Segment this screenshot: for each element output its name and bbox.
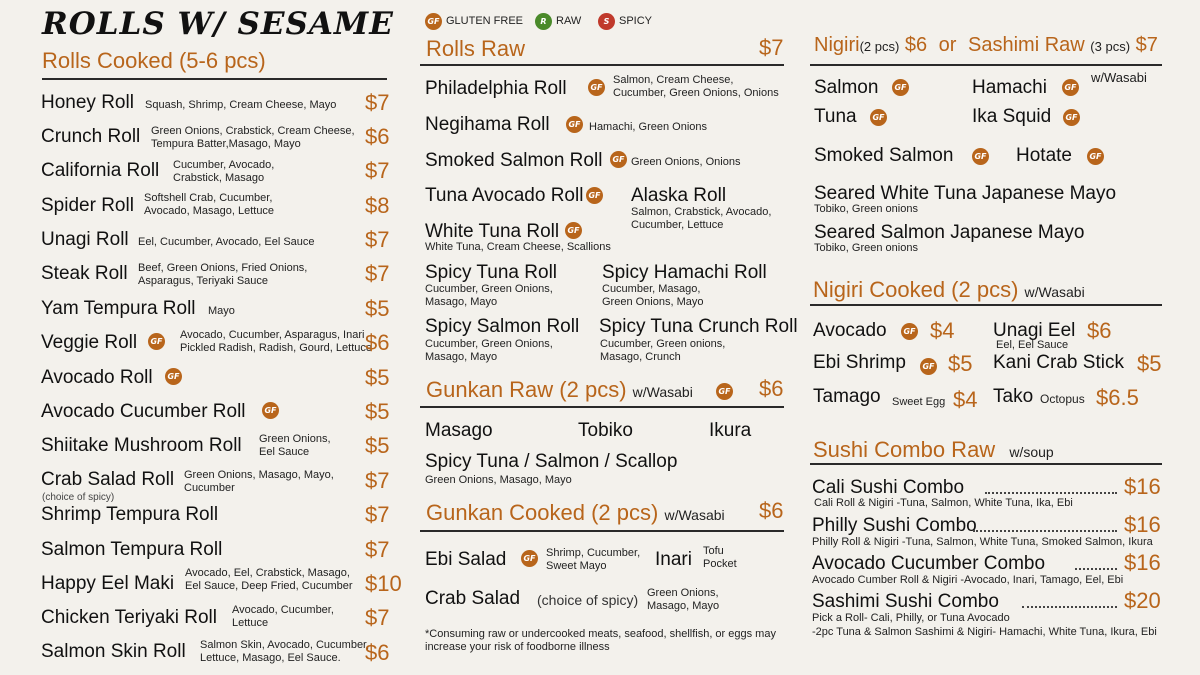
- item-name: Spicy Tuna Crunch Roll: [599, 316, 798, 337]
- item-desc: Cali Roll & Nigiri -Tuna, Salmon, White Tuna, Ika, Ebi: [814, 497, 1073, 509]
- item-price: $7: [365, 227, 390, 252]
- dot-leader: [985, 492, 1117, 494]
- item-desc: Eel Sauce, Deep Fried, Cucumber: [185, 580, 353, 592]
- section-title-gunkan-cooked: Gunkan Cooked (2 pcs) w/Wasabi: [426, 500, 725, 525]
- item-desc: Cucumber, Green onions,: [600, 338, 726, 350]
- gluten-free-icon: GF: [148, 333, 165, 350]
- item-price: $6.5: [1096, 385, 1139, 410]
- disclaimer: increase your risk of foodborne illness: [425, 641, 610, 653]
- gluten-free-icon: GF: [920, 358, 937, 375]
- disclaimer: *Consuming raw or undercooked meats, seafood, shellfish, or eggs may: [425, 628, 776, 640]
- item-note: (choice of spicy): [537, 592, 639, 608]
- item-desc: Cucumber, Avocado,: [173, 159, 275, 171]
- item-name: Ikura: [709, 420, 752, 441]
- item-name: Spicy Tuna / Salmon / Scallop: [425, 451, 678, 472]
- item-name: Spider Roll: [41, 195, 134, 216]
- item-price: $4: [930, 318, 955, 343]
- item-price: $7: [365, 468, 390, 493]
- item-desc: Softshell Crab, Cucumber,: [144, 192, 273, 204]
- item-name: Honey Roll: [41, 92, 134, 113]
- divider: [42, 78, 387, 80]
- item-price: $7: [365, 502, 390, 527]
- item-price: $16: [1124, 474, 1161, 499]
- item-price: $16: [1124, 512, 1161, 537]
- item-name: Alaska Roll: [631, 185, 727, 206]
- item-desc: Salmon, Cream Cheese,: [613, 74, 734, 86]
- item-price: $7: [365, 158, 390, 183]
- gluten-free-icon: GF: [425, 13, 442, 30]
- item-desc: Green Onions,: [647, 587, 719, 599]
- section-price: $6: [759, 376, 784, 401]
- item-name: Tobiko: [578, 420, 633, 441]
- item-name: Sashimi Sushi Combo: [812, 591, 999, 612]
- item-name: Spicy Hamachi Roll: [602, 262, 767, 283]
- item-desc: Cucumber, Green Onions,: [425, 283, 553, 295]
- divider: [810, 64, 1162, 66]
- dot-leader: [973, 530, 1117, 532]
- wasabi-note: w/Wasabi: [1091, 70, 1147, 85]
- divider: [420, 64, 784, 66]
- item-name: Negihama Roll: [425, 114, 550, 135]
- dot-leader: [1075, 568, 1117, 570]
- gluten-free-icon: GF: [870, 109, 887, 126]
- item-desc: Mayo: [208, 305, 235, 317]
- item-desc: Cucumber: [184, 482, 235, 494]
- item-desc: Green Onions, Mayo: [602, 296, 704, 308]
- item-price: $10: [365, 571, 402, 596]
- item-desc: Avocado, Eel, Crabstick, Masago,: [185, 567, 350, 579]
- item-name: Spicy Tuna Roll: [425, 262, 558, 283]
- item-name: Happy Eel Maki: [41, 573, 175, 594]
- item-price: $5: [1137, 351, 1162, 376]
- item-name: White Tuna Roll: [425, 221, 560, 242]
- item-desc: Avocado, Masago, Lettuce: [144, 205, 275, 217]
- item-name: Spicy Salmon Roll: [425, 316, 580, 337]
- divider: [420, 530, 784, 532]
- item-price: $6: [365, 124, 390, 149]
- item-name: Seared White Tuna Japanese Mayo: [814, 183, 1117, 204]
- item-desc: Cucumber, Green Onions,: [425, 338, 553, 350]
- item-note: (choice of spicy): [42, 492, 115, 503]
- item-name: Hotate: [1016, 145, 1072, 166]
- item-price: $6: [365, 330, 390, 355]
- item-desc: Green Onions, Masago, Mayo,: [184, 469, 334, 481]
- item-price: $5: [365, 365, 390, 390]
- item-price: $7: [365, 90, 390, 115]
- item-price: $5: [948, 351, 973, 376]
- item-desc: Avocado Cumber Roll & Nigiri -Avocado, Inari, Tamago, Eel, Ebi: [812, 574, 1124, 586]
- item-name: Ebi Salad: [425, 549, 507, 570]
- item-desc: Crabstick, Masago: [173, 172, 265, 184]
- item-name: Shiitake Mushroom Roll: [41, 435, 242, 456]
- item-name: Avocado Roll: [41, 367, 153, 388]
- item-desc: Eel Sauce: [259, 446, 310, 458]
- item-desc: White Tuna, Cream Cheese, Scallions: [425, 241, 611, 253]
- section-price: $7: [759, 35, 784, 60]
- gluten-free-icon: GF: [892, 79, 909, 96]
- item-desc: Sweet Egg: [892, 396, 946, 408]
- item-desc: Eel, Cucumber, Avocado, Eel Sauce: [138, 236, 315, 248]
- gluten-free-icon: GF: [1087, 148, 1104, 165]
- section-title-sushi-combo: Sushi Combo Raw w/soup: [813, 437, 1054, 462]
- item-name: Salmon: [814, 77, 879, 98]
- item-desc: Green Onions,: [259, 433, 331, 445]
- item-price: $7: [365, 537, 390, 562]
- gluten-free-icon: GF: [586, 187, 603, 204]
- item-name: Ebi Shrimp: [813, 352, 906, 373]
- item-price: $5: [365, 399, 390, 424]
- item-name: Yam Tempura Roll: [41, 298, 196, 319]
- item-name: Crab Salad Roll: [41, 469, 175, 490]
- item-desc: Tobiko, Green onions: [814, 203, 918, 215]
- gluten-free-icon: GF: [262, 402, 279, 419]
- item-desc: Eel, Eel Sauce: [996, 339, 1069, 351]
- item-name: Chicken Teriyaki Roll: [41, 607, 217, 628]
- item-desc: Masago, Mayo: [647, 600, 720, 612]
- item-price: $4: [953, 387, 978, 412]
- dot-leader: [1022, 606, 1117, 608]
- item-price: $16: [1124, 550, 1161, 575]
- section-title-rolls-raw: Rolls Raw: [426, 36, 526, 61]
- item-desc: Asparagus, Teriyaki Sauce: [138, 275, 269, 287]
- item-desc: Shrimp, Cucumber,: [546, 547, 641, 559]
- divider: [420, 406, 784, 408]
- item-name: Shrimp Tempura Roll: [41, 504, 219, 525]
- item-price: $6: [365, 640, 390, 665]
- item-desc: Cucumber, Lettuce: [631, 219, 724, 231]
- item-price: $6: [1087, 318, 1112, 343]
- item-name: Salmon Tempura Roll: [41, 539, 223, 560]
- item-price: $7: [365, 605, 390, 630]
- item-desc: Masago, Mayo: [425, 351, 498, 363]
- gluten-free-icon: GF: [901, 323, 918, 340]
- item-name: California Roll: [41, 160, 160, 181]
- item-desc: Beef, Green Onions, Fried Onions,: [138, 262, 308, 274]
- gluten-free-icon: GF: [521, 550, 538, 567]
- raw-icon: R: [535, 13, 552, 30]
- gluten-free-icon: GF: [1063, 109, 1080, 126]
- item-desc: Cucumber, Green Onions, Onions: [613, 87, 779, 99]
- item-desc: Salmon, Crabstick, Avocado,: [631, 206, 772, 218]
- divider: [810, 304, 1162, 306]
- item-name: Tuna: [814, 106, 857, 127]
- item-name: Tamago: [813, 386, 881, 407]
- section-title-gunkan-raw: Gunkan Raw (2 pcs) w/Wasabi: [426, 377, 693, 402]
- item-desc: Green Onions, Crabstick, Cream Cheese,: [151, 125, 355, 137]
- item-name: Inari: [655, 549, 692, 570]
- item-name: Crab Salad: [425, 588, 521, 609]
- item-name: Philadelphia Roll: [425, 78, 567, 99]
- item-desc: Masago, Crunch: [600, 351, 681, 363]
- item-price: $8: [365, 193, 390, 218]
- item-desc: Octopus: [1040, 392, 1085, 406]
- item-desc: Pick a Roll- Cali, Philly, or Tuna Avocado: [812, 612, 1010, 624]
- item-name: Avocado Cucumber Roll: [41, 401, 246, 422]
- section-title-nigiri-cooked: Nigiri Cooked (2 pcs) w/Wasabi: [813, 277, 1085, 302]
- item-desc: Avocado, Cucumber, Asparagus, Inari: [180, 329, 365, 341]
- item-desc: -2pc Tuna & Salmon Sashimi & Nigiri- Hamachi, White Tuna, Ikura, Ebi: [812, 626, 1157, 638]
- item-price: $20: [1124, 588, 1161, 613]
- item-desc: Tempura Batter,Masago, Mayo: [151, 138, 301, 150]
- gluten-free-icon: GF: [716, 383, 733, 400]
- item-desc: Salmon Skin, Avocado, Cucumber,: [200, 639, 370, 651]
- legend-gluten-free: GLUTEN FREE: [446, 15, 524, 27]
- item-name: Cali Sushi Combo: [812, 477, 965, 498]
- item-name: Philly Sushi Combo: [812, 515, 977, 536]
- item-desc: Green Onions, Onions: [631, 156, 741, 168]
- item-name: Avocado: [813, 320, 887, 341]
- item-name: Masago: [425, 420, 493, 441]
- item-name: Ika Squid: [972, 106, 1052, 127]
- item-desc: Cucumber, Masago,: [602, 283, 701, 295]
- gluten-free-icon: GF: [588, 79, 605, 96]
- item-name: Avocado Cucumber Combo: [812, 553, 1046, 574]
- item-desc: Green Onions, Masago, Mayo: [425, 474, 572, 486]
- item-desc: Lettuce, Masago, Eel Sauce.: [200, 652, 341, 664]
- gluten-free-icon: GF: [972, 148, 989, 165]
- item-desc: Pocket: [703, 558, 737, 570]
- item-desc: Avocado, Cucumber,: [232, 604, 334, 616]
- legend-raw: RAW: [556, 15, 582, 27]
- gluten-free-icon: GF: [610, 151, 627, 168]
- menu-logo: ROLLS W/ SESAME: [42, 6, 394, 42]
- gluten-free-icon: GF: [566, 116, 583, 133]
- item-desc: Philly Roll & Nigiri -Tuna, Salmon, White Tuna, Smoked Salmon, Ikura: [812, 536, 1153, 548]
- item-price: $5: [365, 296, 390, 321]
- item-name: Smoked Salmon: [814, 145, 954, 166]
- item-desc: Lettuce: [232, 617, 269, 629]
- item-name: Tako: [993, 386, 1034, 407]
- spicy-icon: S: [598, 13, 615, 30]
- item-desc: Pickled Radish, Radish, Gourd, Lettuce: [180, 342, 372, 354]
- item-name: Steak Roll: [41, 263, 128, 284]
- item-name: Kani Crab Stick: [993, 352, 1124, 373]
- item-name: Crunch Roll: [41, 126, 141, 147]
- legend-spicy: SPICY: [619, 15, 653, 27]
- item-name: Salmon Skin Roll: [41, 641, 186, 662]
- section-price: $6: [759, 498, 784, 523]
- item-name: Tuna Avocado Roll: [425, 185, 584, 206]
- divider: [810, 463, 1162, 465]
- item-desc: Sweet Mayo: [546, 560, 607, 572]
- item-name: Unagi Eel: [993, 320, 1076, 341]
- item-desc: Squash, Shrimp, Cream Cheese, Mayo: [145, 99, 337, 111]
- gluten-free-icon: GF: [565, 222, 582, 239]
- item-name: Hamachi: [972, 77, 1047, 98]
- item-desc: Masago, Mayo: [425, 296, 498, 308]
- item-price: $5: [365, 433, 390, 458]
- item-desc: Tofu: [703, 545, 724, 557]
- section-title-nigiri: Nigiri(2 pcs) $6 or Sashimi Raw (3 pcs) $7: [814, 34, 1158, 56]
- item-name: Seared Salmon Japanese Mayo: [814, 222, 1085, 243]
- item-price: $7: [365, 261, 390, 286]
- item-name: Smoked Salmon Roll: [425, 150, 603, 171]
- section-title-rolls-cooked: Rolls Cooked (5-6 pcs): [42, 48, 266, 73]
- item-name: Veggie Roll: [41, 332, 138, 353]
- gluten-free-icon: GF: [1062, 79, 1079, 96]
- item-name: Unagi Roll: [41, 229, 129, 250]
- item-desc: Tobiko, Green onions: [814, 242, 918, 254]
- gluten-free-icon: GF: [165, 368, 182, 385]
- item-desc: Hamachi, Green Onions: [589, 121, 707, 133]
